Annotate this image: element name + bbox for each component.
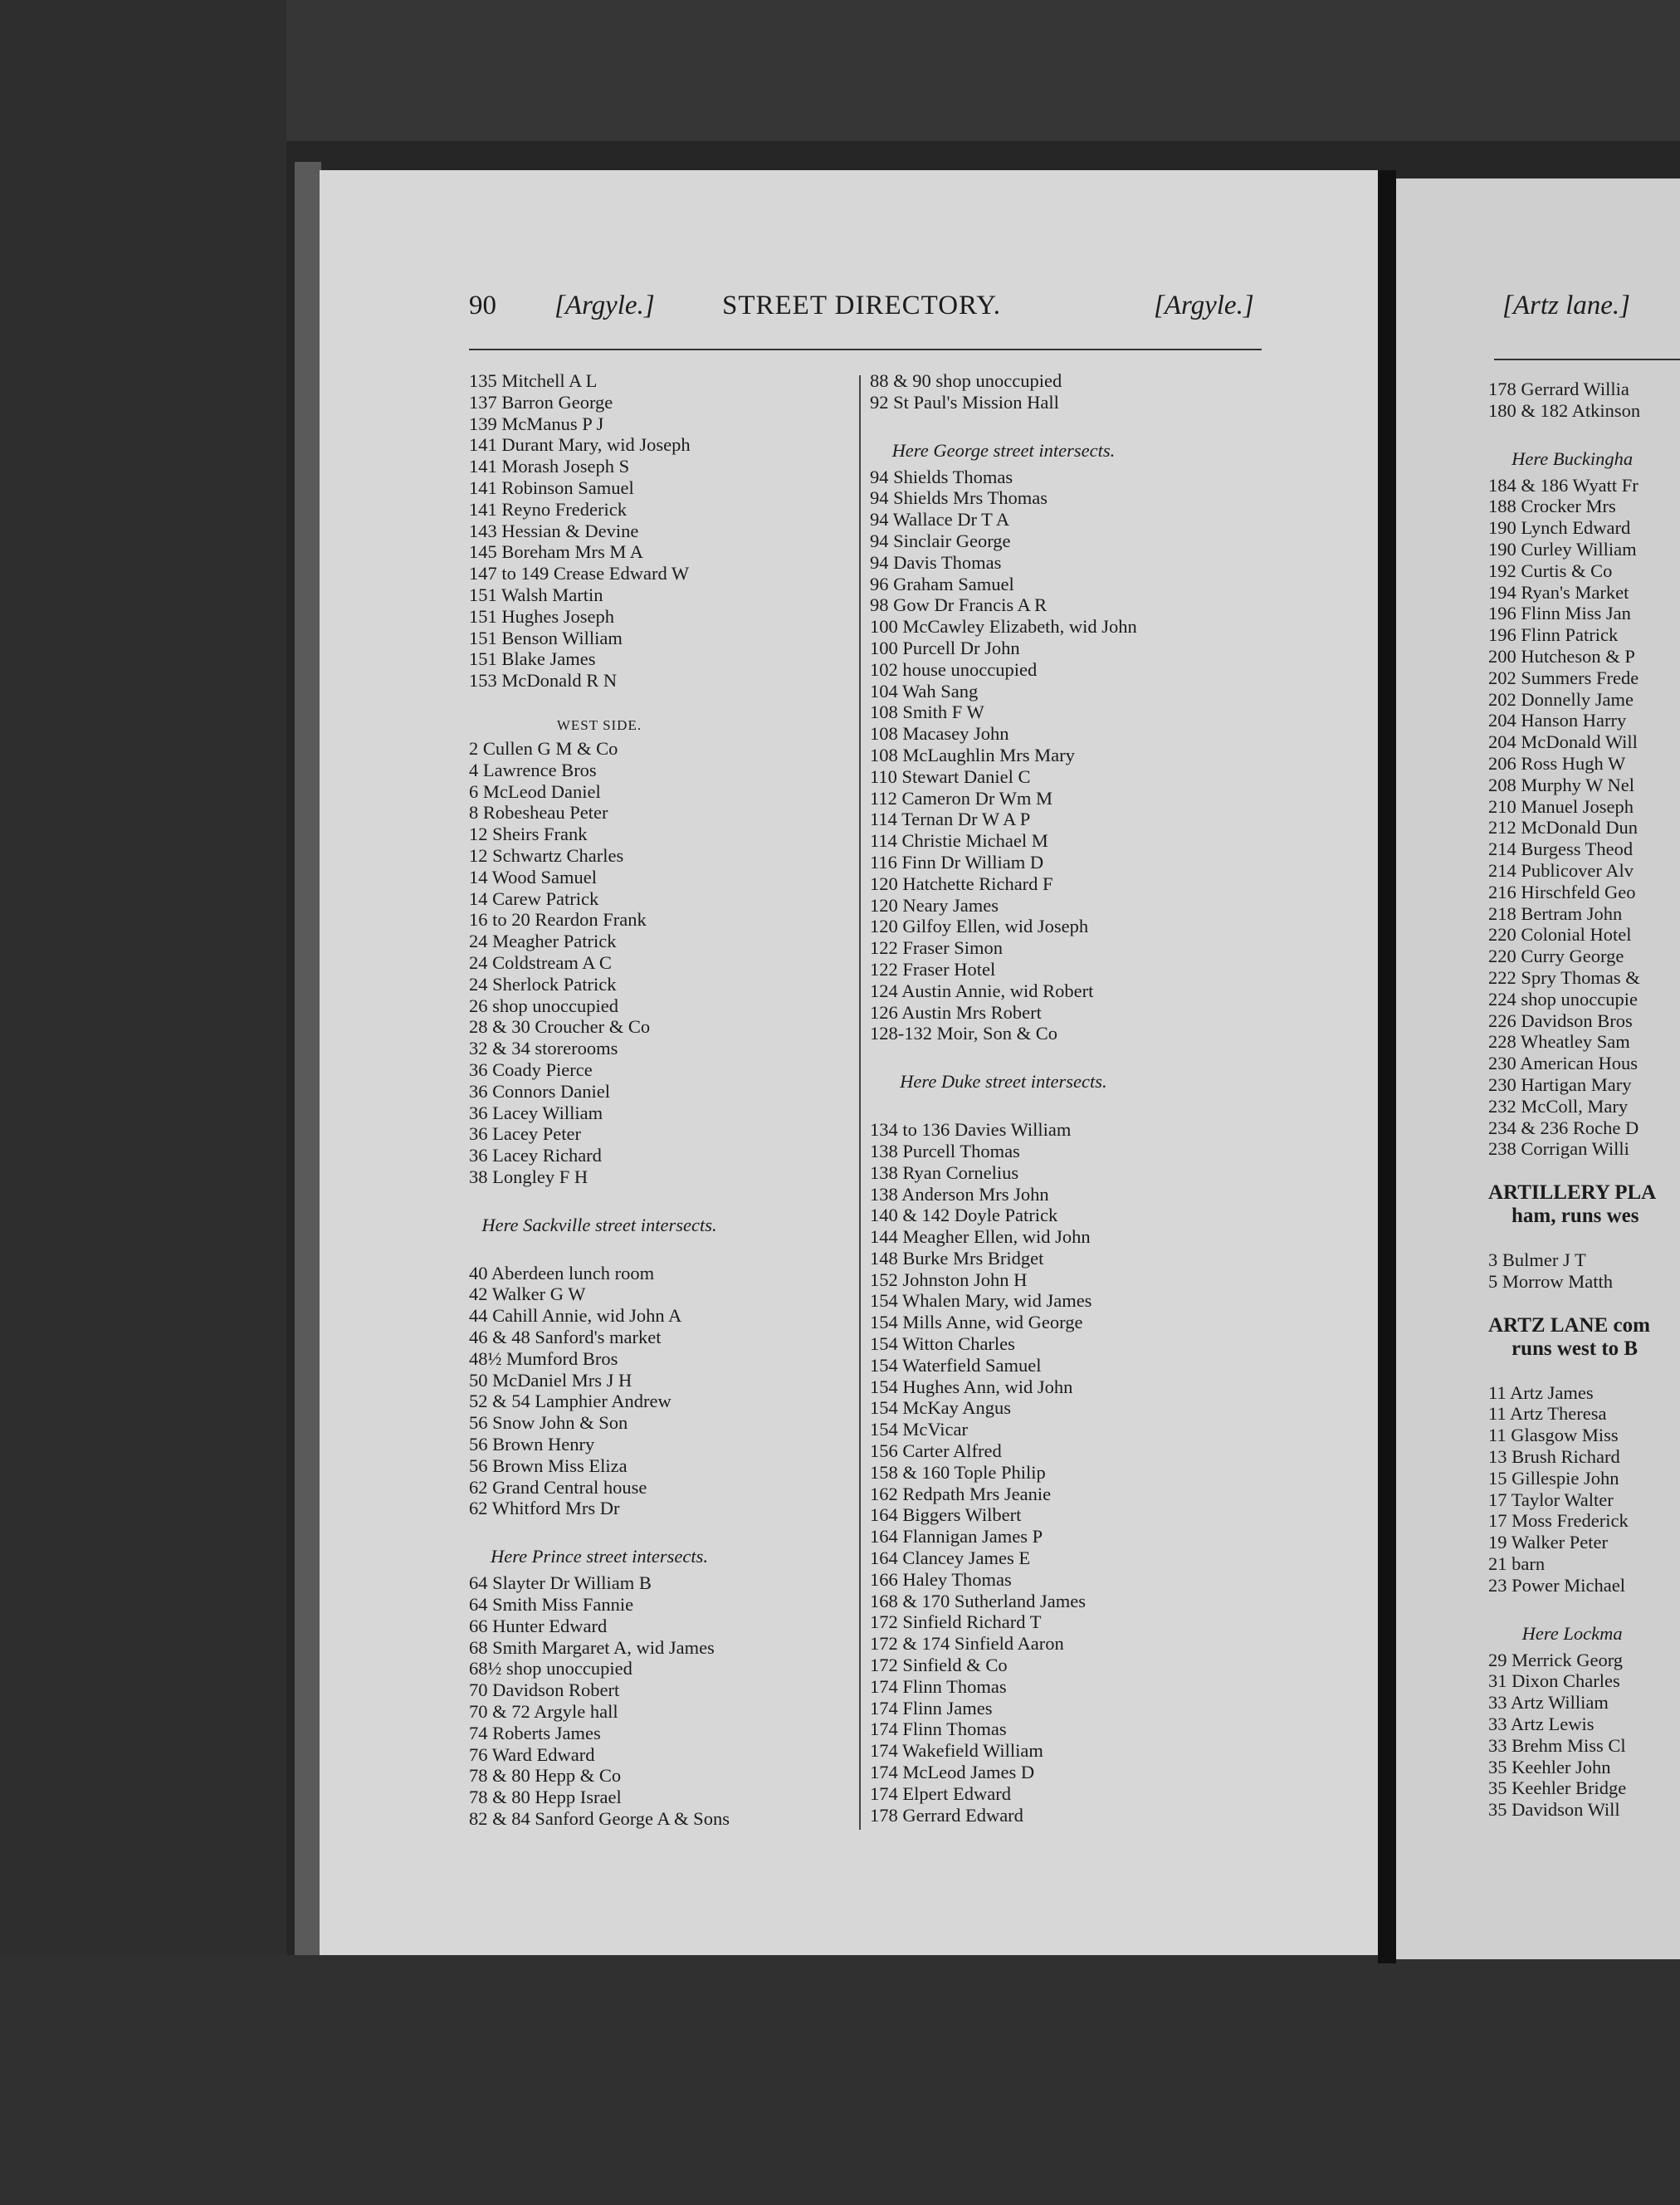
- directory-entry: 147 to 149 Crease Edward W: [469, 563, 690, 584]
- spacer: [469, 1241, 730, 1263]
- directory-entry: 138 Anderson Mrs John: [870, 1183, 1049, 1205]
- directory-entry: 44 Cahill Annie, wid John A: [469, 1305, 682, 1327]
- directory-entry: 148 Burke Mrs Bridget: [870, 1247, 1044, 1269]
- directory-entry: 42 Walker G W: [469, 1283, 586, 1305]
- directory-entry: 66 Hunter Edward: [469, 1615, 608, 1636]
- directory-entry: 196 Flinn Patrick: [1488, 624, 1619, 646]
- directory-entry: 104 Wah Sang: [870, 680, 979, 702]
- directory-entry: 120 Hatchette Richard F: [870, 873, 1053, 894]
- directory-entry: 190 Lynch Edward: [1488, 517, 1631, 539]
- directory-entry: 12 Sheirs Frank: [469, 824, 588, 845]
- directory-entry: 74 Roberts James: [469, 1722, 601, 1743]
- directory-entry: 228 Wheatley Sam: [1488, 1031, 1630, 1053]
- directory-entry: 232 McColl, Mary: [1488, 1095, 1629, 1117]
- directory-entry: 234 & 236 Roche D: [1488, 1117, 1639, 1138]
- scan-frame-left: [0, 0, 286, 2205]
- directory-column-3: [1488, 379, 1656, 1821]
- directory-entry: 138 Purcell Thomas: [870, 1140, 1020, 1161]
- directory-entry: 138 Ryan Cornelius: [870, 1161, 1019, 1183]
- directory-entry: 94 Sinclair George: [870, 530, 1011, 551]
- directory-entry: 141 Robinson Samuel: [469, 477, 634, 498]
- directory-entry: 35 Keehler John: [1488, 1756, 1611, 1777]
- directory-entry: 26 shop unoccupied: [469, 995, 618, 1016]
- directory-entry: 210 Manuel Joseph: [1488, 795, 1634, 817]
- directory-entry: 82 & 84 Sanford George A & Sons: [469, 1808, 730, 1830]
- directory-entry: 162 Redpath Mrs Jeanie: [870, 1483, 1052, 1504]
- directory-entry: 24 Coldstream A C: [469, 951, 612, 973]
- directory-entry: 68½ shop unoccupied: [469, 1658, 632, 1679]
- directory-entry: 143 Hessian & Devine: [469, 520, 639, 541]
- directory-entry: 17 Taylor Walter: [1488, 1489, 1614, 1510]
- directory-entry: 152 Johnston John H: [870, 1269, 1028, 1290]
- directory-entry: 23 Power Michael: [1488, 1574, 1625, 1596]
- directory-entry: 32 & 34 storerooms: [469, 1038, 618, 1059]
- spacer: [1488, 1160, 1656, 1181]
- directory-entry: 28 & 30 Croucher & Co: [469, 1016, 651, 1038]
- book-spine: [1378, 170, 1396, 1963]
- directory-entry: 16 to 20 Reardon Frank: [469, 909, 647, 931]
- directory-entry: 158 & 160 Tople Philip: [870, 1461, 1046, 1483]
- spacer: [1488, 1361, 1656, 1382]
- directory-entry: 17 Moss Frederick: [1488, 1510, 1629, 1532]
- directory-entry: 141 Durant Mary, wid Joseph: [469, 434, 691, 456]
- directory-entry: 33 Artz Lewis: [1488, 1714, 1595, 1735]
- directory-entry: 151 Walsh Martin: [469, 584, 603, 605]
- directory-column-1: [469, 370, 730, 1830]
- directory-entry: 174 Flinn James: [870, 1697, 993, 1719]
- directory-entry: 154 Hughes Ann, wid John: [870, 1376, 1073, 1397]
- directory-entry: 36 Lacey Peter: [469, 1123, 581, 1145]
- directory-entry: 92 St Paul's Mission Hall: [870, 391, 1059, 413]
- directory-entry: 238 Corrigan Willi: [1488, 1138, 1629, 1160]
- scan-frame-bottom: [0, 1955, 1680, 2205]
- intersection-note: Here Prince street intersects.: [490, 1546, 708, 1567]
- directory-entry: 15 Gillespie John: [1488, 1467, 1619, 1489]
- directory-entry: 35 Keehler Bridge: [1488, 1777, 1627, 1799]
- directory-entry: 154 McVicar: [870, 1419, 968, 1440]
- directory-entry: 220 Colonial Hotel: [1488, 924, 1632, 946]
- directory-entry: 208 Murphy W Nel: [1488, 774, 1635, 795]
- directory-entry: 174 Flinn Thomas: [870, 1719, 1007, 1740]
- directory-entry: 214 Publicover Alv: [1488, 859, 1634, 881]
- directory-entry: 5 Morrow Matth: [1488, 1270, 1613, 1292]
- directory-entry: 3 Bulmer J T: [1488, 1249, 1586, 1271]
- page-number: 90: [469, 291, 496, 320]
- directory-entry: 14 Carew Patrick: [469, 887, 599, 909]
- spacer: [870, 1098, 1137, 1119]
- directory-entry: 116 Finn Dr William D: [870, 851, 1044, 873]
- intersection-note: Here Duke street intersects.: [900, 1071, 1107, 1093]
- directory-entry: 218 Bertram John: [1488, 902, 1623, 924]
- directory-entry: 128-132 Moir, Son & Co: [870, 1023, 1057, 1044]
- directory-entry: 24 Meagher Patrick: [469, 931, 617, 952]
- directory-entry: 13 Brush Richard: [1488, 1446, 1620, 1468]
- directory-entry: 78 & 80 Hepp Israel: [469, 1787, 622, 1808]
- directory-entry: 202 Donnelly Jame: [1488, 688, 1634, 710]
- spacer: [469, 692, 730, 713]
- directory-entry: 141 Morash Joseph S: [469, 456, 630, 477]
- directory-entry: 110 Stewart Daniel C: [870, 765, 1031, 787]
- directory-entry: 12 Schwartz Charles: [469, 844, 624, 866]
- directory-entry: 2 Cullen G M & Co: [469, 737, 618, 759]
- directory-entry: 108 Smith F W: [870, 702, 984, 723]
- street-heading: ham, runs wes: [1512, 1205, 1639, 1228]
- directory-entry: 188 Crocker Mrs: [1488, 496, 1616, 517]
- spacer: [1488, 1293, 1656, 1314]
- directory-entry: 96 Graham Samuel: [870, 573, 1014, 594]
- next-page-header-rule: [1494, 359, 1680, 360]
- directory-entry: 154 Waterfield Samuel: [870, 1354, 1042, 1376]
- directory-entry: 194 Ryan's Market: [1488, 581, 1629, 603]
- intersection-note: Here Sackville street intersects.: [481, 1214, 717, 1235]
- directory-entry: 214 Burgess Theod: [1488, 838, 1634, 860]
- directory-entry: 202 Summers Frede: [1488, 667, 1639, 688]
- directory-entry: 126 Austin Mrs Robert: [870, 1001, 1042, 1023]
- directory-entry: 174 McLeod James D: [870, 1762, 1035, 1783]
- intersection-note: Here Lockma: [1521, 1622, 1623, 1644]
- directory-entry: 200 Hutcheson & P: [1488, 645, 1635, 667]
- spacer: [469, 1519, 730, 1541]
- directory-entry: 172 Sinfield & Co: [870, 1655, 1008, 1676]
- directory-entry: 154 Witton Charles: [870, 1333, 1015, 1355]
- directory-entry: 21 barn: [1488, 1553, 1546, 1575]
- directory-entry: 31 Dixon Charles: [1488, 1670, 1620, 1692]
- directory-entry: 184 & 186 Wyatt Fr: [1488, 474, 1638, 496]
- directory-entry: 11 Artz James: [1488, 1381, 1594, 1403]
- directory-entry: 33 Artz William: [1488, 1692, 1609, 1714]
- directory-entry: 19 Walker Peter: [1488, 1532, 1608, 1553]
- directory-entry: 52 & 54 Lamphier Andrew: [469, 1391, 672, 1412]
- spacer: [870, 1044, 1137, 1066]
- directory-entry: 151 Blake James: [469, 648, 596, 670]
- running-head-left: [Argyle.]: [554, 291, 655, 320]
- directory-entry: 36 Coady Pierce: [469, 1058, 593, 1080]
- directory-entry: 145 Boreham Mrs M A: [469, 541, 643, 563]
- directory-entry: 98 Gow Dr Francis A R: [870, 594, 1048, 616]
- street-heading: ARTZ LANE com: [1488, 1313, 1650, 1337]
- directory-entry: 164 Flannigan James P: [870, 1526, 1043, 1547]
- street-heading: ARTILLERY PLA: [1488, 1181, 1657, 1205]
- header-rule: [469, 349, 1262, 350]
- directory-entry: 38 Longley F H: [469, 1166, 588, 1187]
- directory-entry: 11 Artz Theresa: [1488, 1403, 1607, 1425]
- directory-entry: 166 Haley Thomas: [870, 1568, 1012, 1590]
- directory-entry: 40 Aberdeen lunch room: [469, 1262, 655, 1283]
- directory-entry: 100 Purcell Dr John: [870, 637, 1020, 658]
- directory-entry: 94 Shields Thomas: [870, 466, 1013, 487]
- directory-entry: 120 Neary James: [870, 894, 999, 916]
- directory-entry: 144 Meagher Ellen, wid John: [870, 1226, 1091, 1248]
- directory-entry: 141 Reyno Frederick: [469, 498, 627, 520]
- spacer: [1488, 422, 1656, 443]
- directory-entry: 204 McDonald Will: [1488, 731, 1638, 753]
- directory-entry: 56 Brown Henry: [469, 1434, 595, 1455]
- directory-entry: 172 & 174 Sinfield Aaron: [870, 1633, 1064, 1655]
- directory-entry: 137 Barron George: [469, 391, 613, 413]
- directory-entry: 230 Hartigan Mary: [1488, 1073, 1632, 1095]
- directory-entry: 108 McLaughlin Mrs Mary: [870, 744, 1075, 765]
- directory-entry: 212 McDonald Dun: [1488, 817, 1638, 838]
- directory-entry: 204 Hanson Harry: [1488, 710, 1627, 731]
- directory-entry: 48½ Mumford Bros: [469, 1347, 618, 1369]
- directory-entry: 174 Flinn Thomas: [870, 1675, 1007, 1697]
- directory-entry: 135 Mitchell A L: [469, 370, 598, 391]
- directory-entry: 226 Davidson Bros: [1488, 1010, 1633, 1031]
- directory-entry: 36 Lacey Richard: [469, 1145, 602, 1166]
- directory-entry: 6 McLeod Daniel: [469, 780, 601, 802]
- directory-entry: 62 Whitford Mrs Dr: [469, 1498, 620, 1519]
- directory-entry: 154 Mills Anne, wid George: [870, 1312, 1083, 1333]
- directory-entry: 192 Curtis & Co: [1488, 560, 1613, 581]
- directory-entry: 100 McCawley Elizabeth, wid John: [870, 616, 1137, 638]
- directory-entry: 172 Sinfield Richard T: [870, 1611, 1042, 1633]
- directory-entry: 190 Curley William: [1488, 538, 1637, 560]
- directory-entry: 56 Snow John & Son: [469, 1412, 628, 1434]
- intersection-note: Here Buckingha: [1512, 447, 1634, 469]
- directory-entry: 196 Flinn Miss Jan: [1488, 603, 1631, 624]
- directory-entry: 50 McDaniel Mrs J H: [469, 1369, 632, 1391]
- directory-entry: 216 Hirschfeld Geo: [1488, 881, 1636, 902]
- directory-entry: 64 Smith Miss Fannie: [469, 1594, 634, 1616]
- directory-column-2: [870, 370, 1137, 1826]
- directory-entry: 68 Smith Margaret A, wid James: [469, 1636, 715, 1658]
- directory-entry: 156 Carter Alfred: [870, 1440, 1002, 1462]
- directory-entry: 24 Sherlock Patrick: [469, 973, 617, 995]
- directory-entry: 153 McDonald R N: [469, 670, 618, 692]
- directory-entry: 35 Davidson Will: [1488, 1799, 1620, 1821]
- directory-entry: 122 Fraser Simon: [870, 937, 1003, 959]
- directory-entry: 62 Grand Central house: [469, 1476, 647, 1498]
- directory-entry: 168 & 170 Sutherland James: [870, 1590, 1086, 1611]
- directory-entry: 230 American Hous: [1488, 1053, 1638, 1074]
- page-edge: [295, 162, 321, 1955]
- directory-entry: 70 & 72 Argyle hall: [469, 1701, 618, 1723]
- column-divider: [859, 375, 861, 1830]
- directory-entry: 33 Brehm Miss Cl: [1488, 1734, 1626, 1756]
- directory-entry: 134 to 136 Davies William: [870, 1119, 1072, 1141]
- directory-entry: 180 & 182 Atkinson: [1488, 399, 1641, 421]
- directory-entry: 4 Lawrence Bros: [469, 759, 597, 780]
- directory-entry: 70 Davidson Robert: [469, 1679, 620, 1701]
- directory-entry: 114 Ternan Dr W A P: [870, 809, 1031, 830]
- directory-entry: 114 Christie Michael M: [870, 830, 1048, 852]
- directory-entry: 56 Brown Miss Eliza: [469, 1455, 628, 1476]
- directory-entry: 154 Whalen Mary, wid James: [870, 1290, 1092, 1312]
- directory-entry: 164 Clancey James E: [870, 1547, 1031, 1569]
- directory-entry: 122 Fraser Hotel: [870, 958, 996, 980]
- directory-entry: 178 Gerrard Willia: [1488, 379, 1629, 399]
- directory-entry: 46 & 48 Sanford's market: [469, 1327, 662, 1348]
- directory-entry: 151 Hughes Joseph: [469, 605, 614, 627]
- directory-entry: 14 Wood Samuel: [469, 866, 598, 887]
- directory-entry: 94 Wallace Dr T A: [870, 509, 1010, 530]
- page-title: STREET DIRECTORY.: [722, 291, 1002, 320]
- directory-entry: 29 Merrick Georg: [1488, 1649, 1624, 1670]
- directory-entry: 220 Curry George: [1488, 946, 1624, 967]
- directory-entry: 139 McManus P J: [469, 413, 604, 434]
- directory-entry: 154 McKay Angus: [870, 1397, 1011, 1419]
- directory-entry: 64 Slayter Dr William B: [469, 1572, 652, 1594]
- directory-entry: 174 Wakefield William: [870, 1740, 1043, 1762]
- directory-entry: 124 Austin Annie, wid Robert: [870, 980, 1094, 1001]
- directory-entry: 94 Davis Thomas: [870, 551, 1002, 573]
- directory-entry: 222 Spry Thomas &: [1488, 966, 1640, 988]
- directory-entry: 102 house unoccupied: [870, 658, 1038, 680]
- directory-entry: 78 & 80 Hepp & Co: [469, 1765, 622, 1787]
- directory-entry: 224 shop unoccupie: [1488, 988, 1638, 1010]
- directory-entry: 11 Glasgow Miss: [1488, 1425, 1619, 1446]
- directory-entry: 36 Lacey William: [469, 1102, 603, 1123]
- street-heading: runs west to B: [1512, 1337, 1638, 1360]
- directory-entry: 94 Shields Mrs Thomas: [870, 487, 1048, 509]
- spacer: [870, 413, 1137, 435]
- intersection-note: Here George street intersects.: [891, 439, 1116, 461]
- directory-entry: 178 Gerrard Edward: [870, 1804, 1023, 1826]
- directory-entry: 151 Benson William: [469, 627, 623, 648]
- side-subheading: WEST SIDE.: [556, 716, 642, 733]
- directory-entry: 36 Connors Daniel: [469, 1080, 610, 1102]
- directory-entry: 164 Biggers Wilbert: [870, 1504, 1022, 1526]
- spacer: [1488, 1596, 1656, 1618]
- directory-entry: 8 Robesheau Peter: [469, 802, 608, 824]
- directory-entry: 206 Ross Hugh W: [1488, 752, 1626, 774]
- directory-entry: 112 Cameron Dr Wm M: [870, 787, 1052, 809]
- next-page-running-head: [Artz lane.]: [1502, 291, 1631, 320]
- spacer: [469, 1188, 730, 1210]
- directory-entry: 88 & 90 shop unoccupied: [870, 370, 1062, 391]
- directory-entry: 140 & 142 Doyle Patrick: [870, 1205, 1058, 1226]
- running-head-right: [Argyle.]: [1154, 291, 1254, 320]
- spacer: [1488, 1228, 1656, 1249]
- directory-entry: 120 Gilfoy Ellen, wid Joseph: [870, 916, 1089, 937]
- directory-entry: 174 Elpert Edward: [870, 1782, 1011, 1804]
- directory-entry: 76 Ward Edward: [469, 1743, 595, 1765]
- directory-entry: 108 Macasey John: [870, 723, 1009, 745]
